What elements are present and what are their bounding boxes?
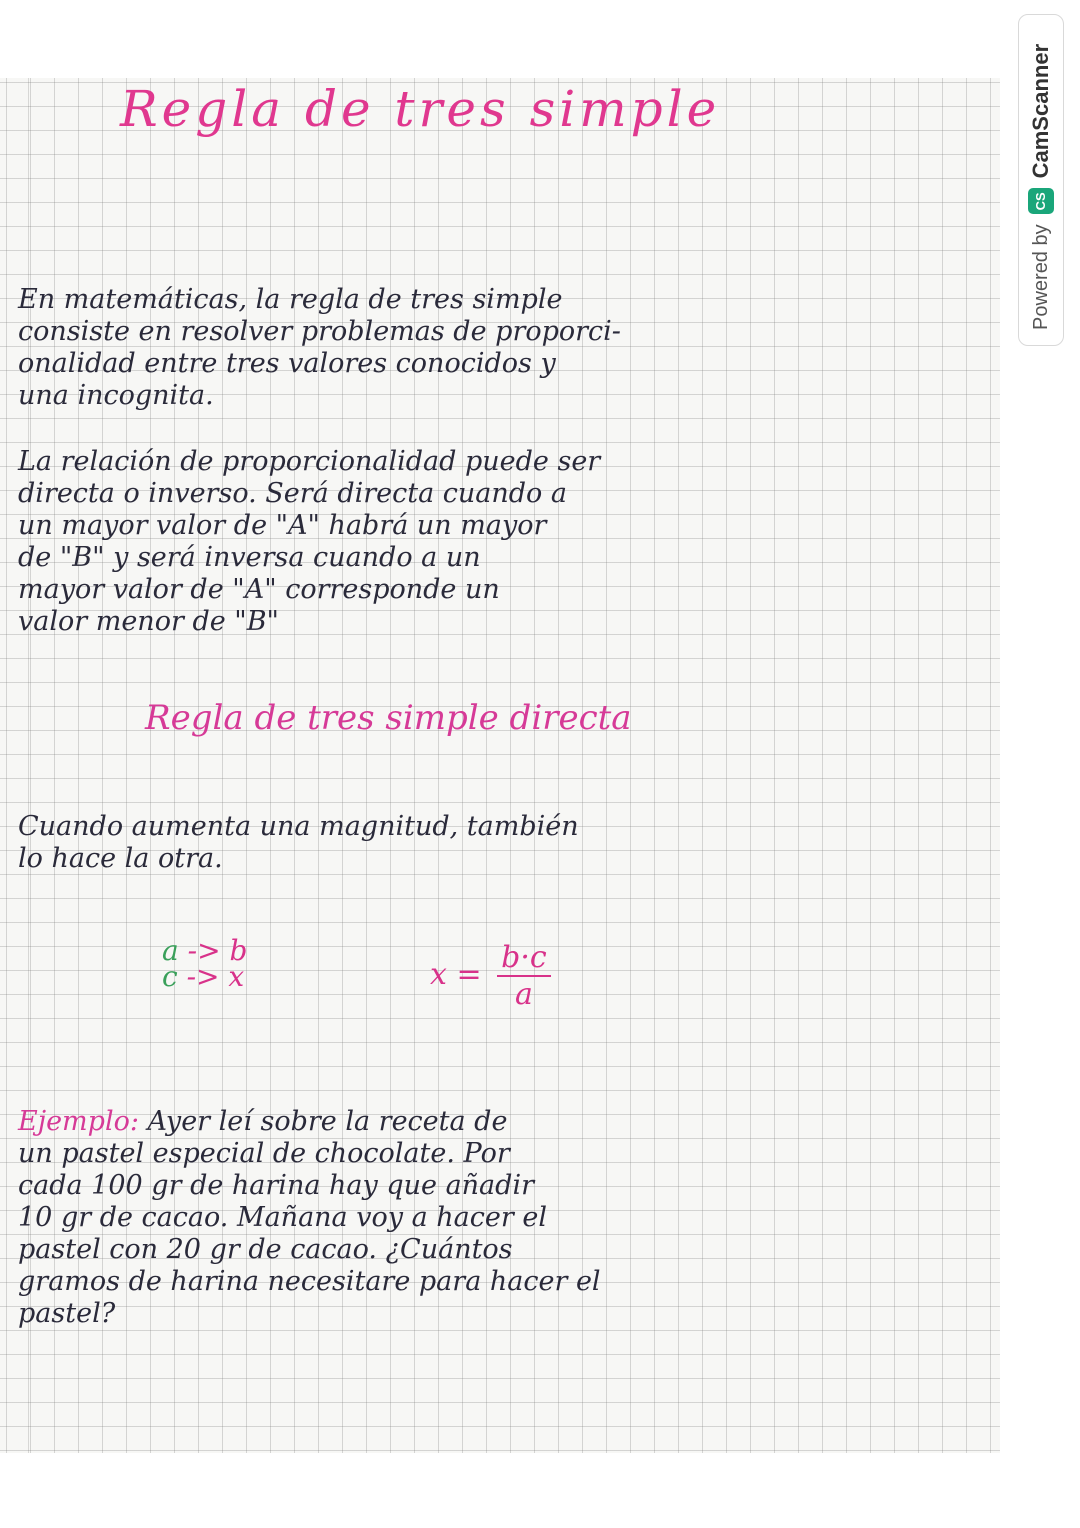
paragraph-1-line-4: una incognita. [18, 380, 214, 411]
formula-numerator: b·c [497, 940, 551, 977]
paragraph-3-line-1: Cuando aumenta una magnitud, también [18, 811, 579, 842]
example-label: Ejemplo: [18, 1106, 139, 1137]
paragraph-2-line-1: La relación de proporcionalidad puede ser [18, 446, 601, 477]
paragraph-1-line-3: onalidad entre tres valores conocidos y [18, 348, 556, 379]
camscanner-logo-icon: CS [1028, 188, 1054, 214]
paragraph-3-line-2: lo hace la otra. [18, 843, 223, 874]
paragraph-1-line-2: consiste en resolver problemas de proporci- [18, 316, 621, 347]
example-line-4: 10 gr de cacao. Mañana voy a hacer el [18, 1202, 547, 1233]
formula-lhs: x = [430, 957, 482, 992]
proportion-row-2: c -> x [162, 960, 245, 993]
proportion-scheme [162, 934, 248, 993]
example-line-3: cada 100 gr de harina hay que añadir [18, 1170, 534, 1201]
paragraph-1-line-1: En matemáticas, la regla de tres simple [18, 284, 563, 315]
example-line-6: gramos de harina necesitare para hacer el [18, 1266, 601, 1297]
example-line-7: pastel? [18, 1298, 116, 1329]
formula [430, 940, 551, 1012]
camscanner-name: CamScanner [1028, 43, 1053, 179]
paragraph-2-line-3: un mayor valor de "A" habrá un mayor [18, 510, 547, 541]
example-line-2: un pastel especial de chocolate. Por [18, 1138, 510, 1169]
arrow-icon: -> [186, 960, 220, 993]
formula-denominator: a [514, 977, 533, 1012]
powered-by-text: Powered by [1029, 224, 1052, 330]
paragraph-2-line-4: de "B" y será inversa cuando a un [18, 542, 481, 573]
notebook-page [0, 78, 1000, 1453]
formula-fraction [497, 940, 551, 1012]
arrow-icon: -> [187, 934, 221, 967]
paragraph-2-line-2: directa o inverso. Será directa cuando a [18, 478, 567, 509]
paragraph-2-line-6: valor menor de "B" [18, 606, 279, 637]
example-line-5: pastel con 20 gr de cacao. ¿Cuántos [18, 1234, 513, 1265]
camscanner-label [1028, 44, 1054, 330]
paragraph-2-line-5: mayor valor de "A" corresponde un [18, 574, 500, 605]
page-title: Regla de tres simple [120, 80, 721, 138]
proportion-row-1: a -> b [162, 934, 248, 967]
section-subtitle: Regla de tres simple directa [145, 698, 632, 738]
example-line-1: Ejemplo: Ayer leí sobre la receta de [18, 1106, 508, 1137]
